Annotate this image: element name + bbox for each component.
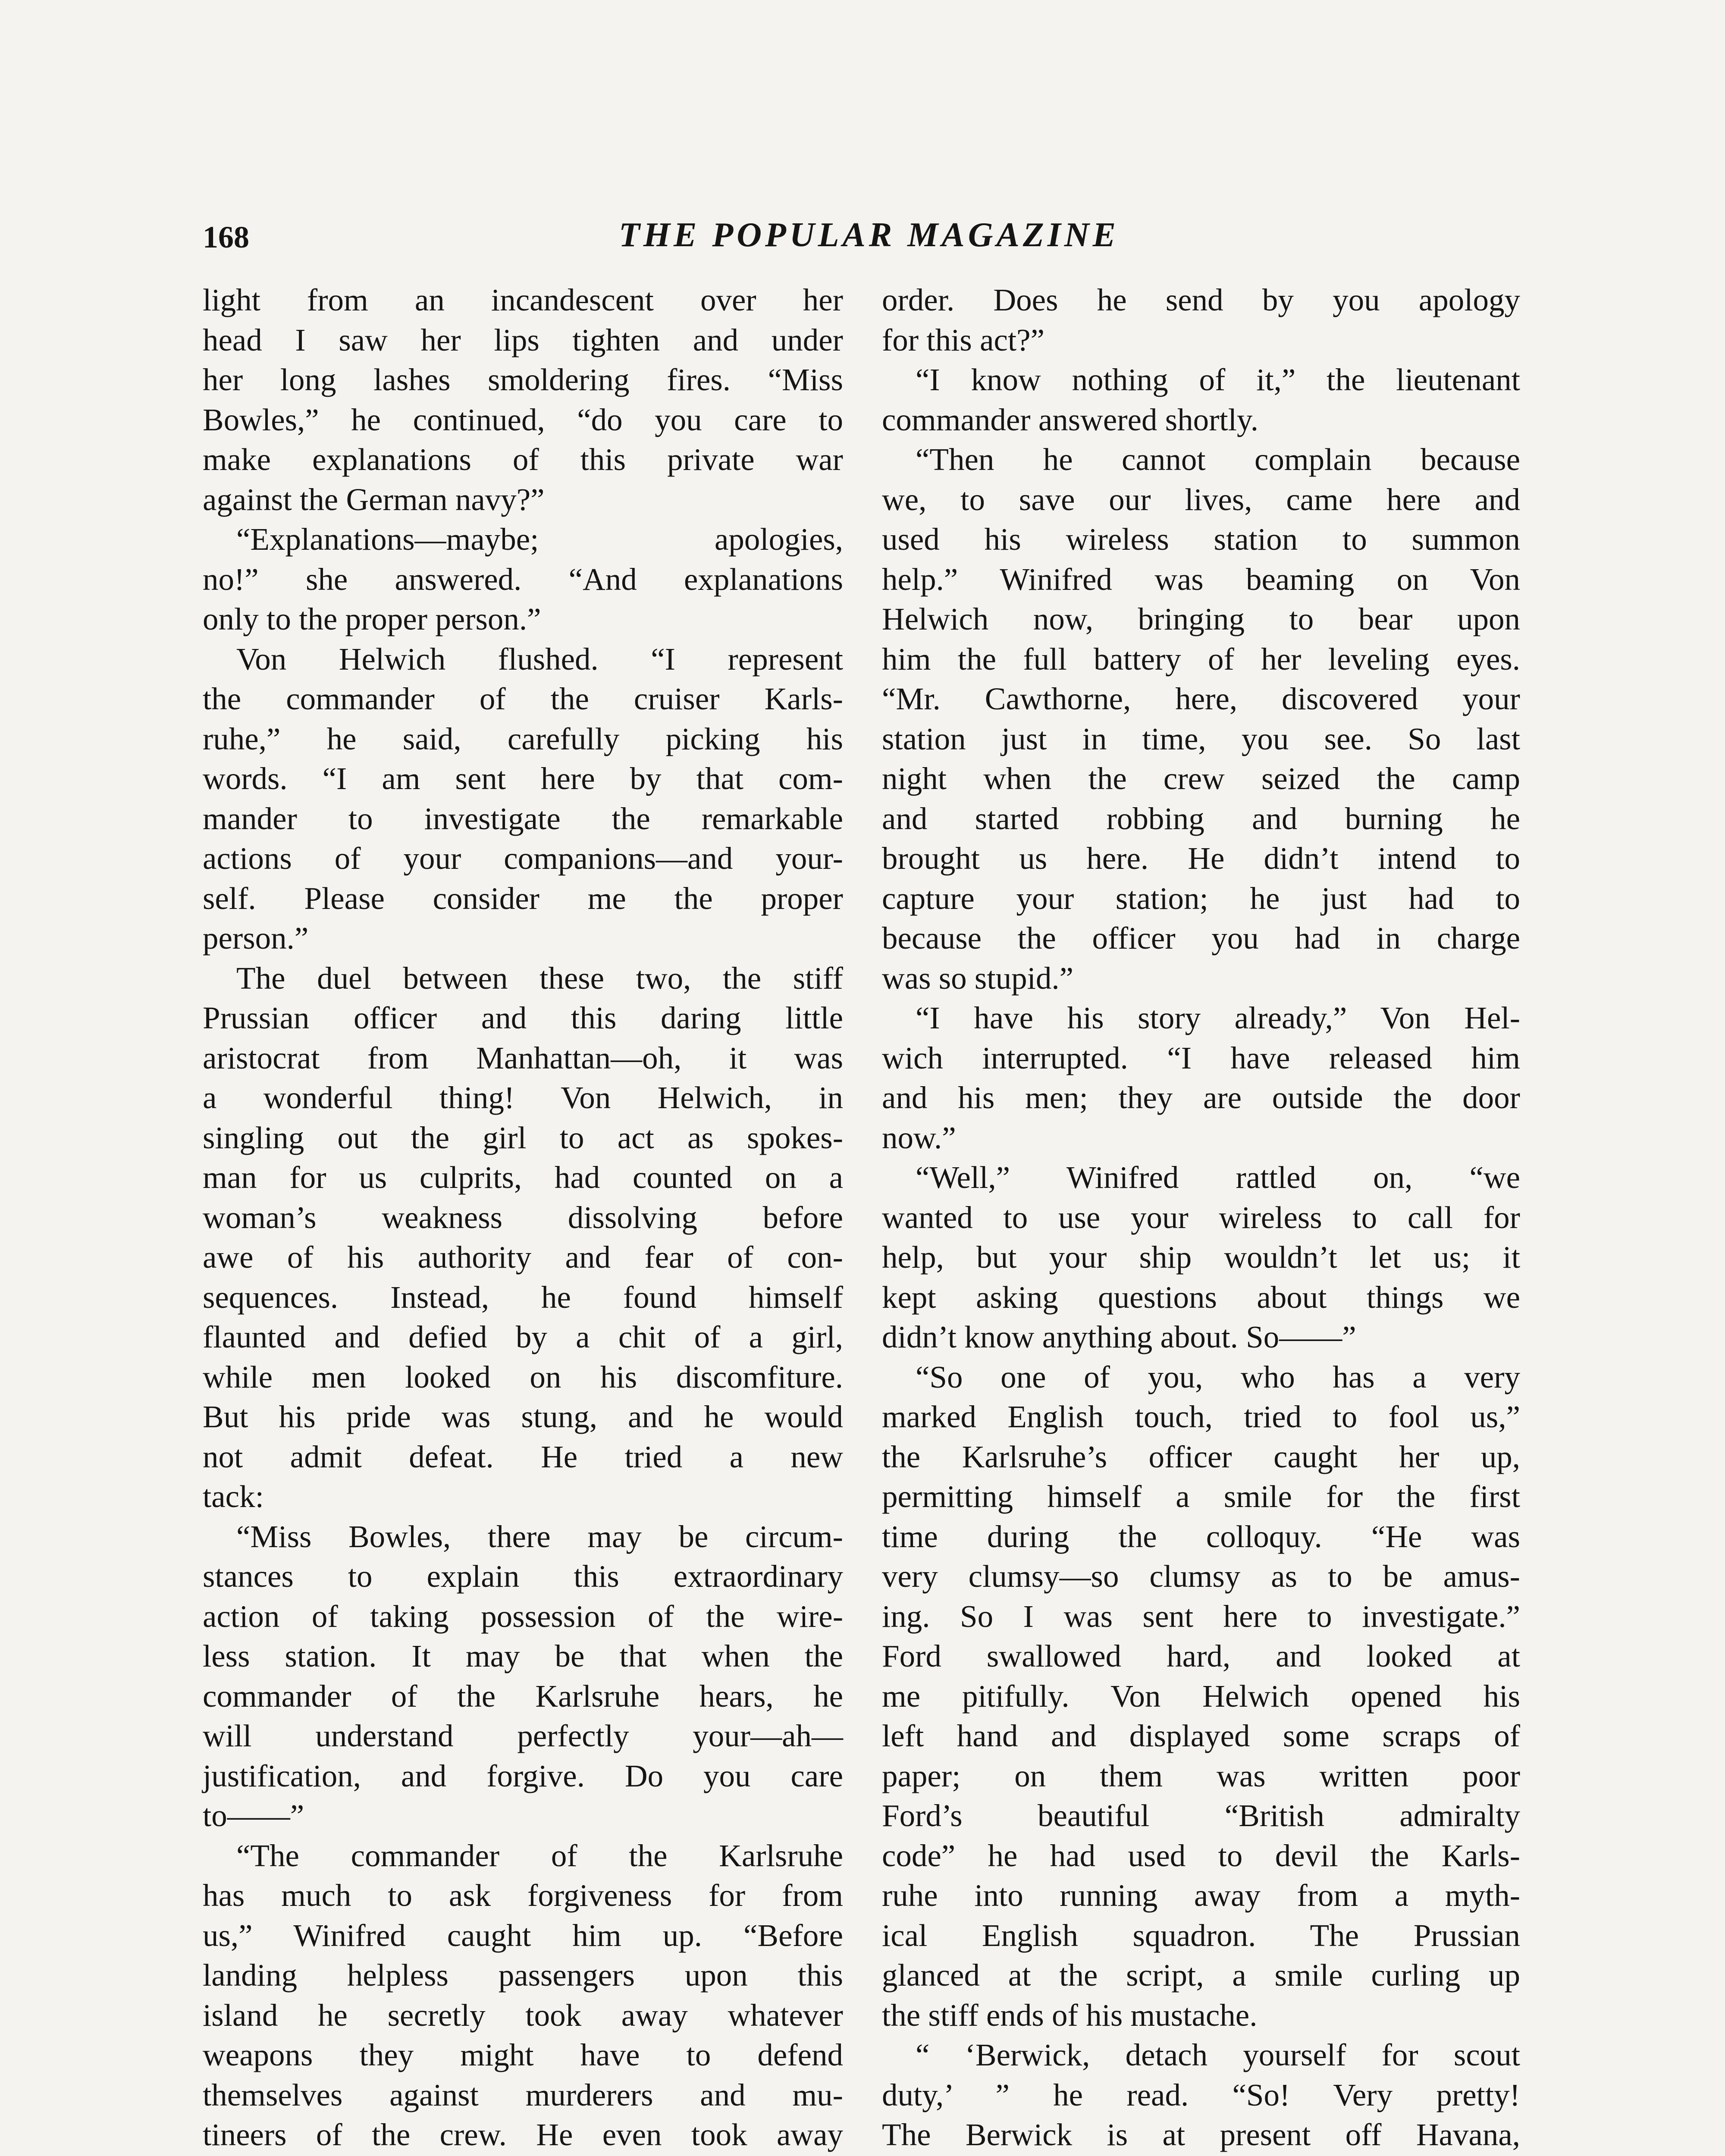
right-column-line: me pitifully. Von Helwich opened his <box>882 1678 1520 1714</box>
right-column-line: The Berwick is at present off Havana, <box>882 2117 1520 2152</box>
left-column-line: tineers of the crew. He even took away <box>203 2117 843 2152</box>
left-column-line: self. Please consider me the proper <box>203 881 843 916</box>
right-column-line: ing. So I was sent here to investigate.” <box>882 1598 1520 1634</box>
left-column-line: a wonderful thing! Von Helwich, in <box>203 1080 843 1115</box>
right-column-line: left hand and displayed some scraps of <box>882 1718 1520 1753</box>
right-column-line: very clumsy—so clumsy as to be amus- <box>882 1559 1520 1594</box>
left-column-line: tack: <box>203 1479 264 1514</box>
left-column-line: But his pride was stung, and he would <box>203 1399 843 1434</box>
left-column-line: us,” Winifred caught him up. “Before <box>203 1918 843 1953</box>
right-column-line: help.” Winifred was beaming on Von <box>882 561 1520 597</box>
left-column-line: sequences. Instead, he found himself <box>203 1279 843 1315</box>
right-column-line: Ford swallowed hard, and looked at <box>882 1639 1520 1673</box>
left-column-line: woman’s weakness dissolving before <box>203 1200 843 1235</box>
right-column-line: kept asking questions about things we <box>882 1279 1520 1315</box>
right-column-line: the Karlsruhe’s officer caught her up, <box>882 1439 1520 1474</box>
right-column-line: order. Does he send by you apology <box>882 282 1520 317</box>
left-column-line: to——” <box>203 1798 304 1833</box>
right-column-line: didn’t know anything about. So——” <box>882 1319 1356 1354</box>
right-column-line: brought us here. He didn’t intend to <box>882 841 1520 876</box>
right-column-line: the stiff ends of his mustache. <box>882 1997 1258 2033</box>
left-column-line: action of taking possession of the wire- <box>203 1598 843 1634</box>
right-column-line: “I know nothing of it,” the lieutenant <box>916 362 1520 397</box>
left-column-line: Von Helwich flushed. “I represent <box>236 641 843 677</box>
right-column-line: and started robbing and burning he <box>882 801 1520 836</box>
right-column-line: paper; on them was written poor <box>882 1758 1520 1793</box>
left-column-line: justification, and forgive. Do you care <box>203 1758 843 1793</box>
left-column-line: commander of the Karlsruhe hears, he <box>203 1678 843 1714</box>
left-column-line: will understand perfectly your—ah— <box>203 1718 843 1753</box>
left-column-line: no!” she answered. “And explanations <box>203 561 843 597</box>
right-column-line: used his wireless station to summon <box>882 522 1520 557</box>
left-column-line: flaunted and defied by a chit of a girl, <box>203 1319 843 1354</box>
right-column-line: time during the colloquy. “He was <box>882 1519 1520 1554</box>
left-column-line: singling out the girl to act as spokes- <box>203 1120 843 1155</box>
left-column-line: “Explanations—maybe; apologies, <box>236 522 843 557</box>
left-column-line: island he secretly took away whatever <box>203 1997 843 2033</box>
left-column-line: light from an incandescent over her <box>203 282 843 317</box>
right-column-line: duty,’ ” he read. “So! Very pretty! <box>882 2077 1520 2112</box>
right-column-line: was so stupid.” <box>882 960 1074 996</box>
left-column-line: head I saw her lips tighten and under <box>203 322 843 357</box>
left-column-line: The duel between these two, the stiff <box>236 960 843 996</box>
right-column-line: permitting himself a smile for the first <box>882 1479 1520 1514</box>
right-column-line: wich interrupted. “I have released him <box>882 1040 1520 1075</box>
right-column-line: because the officer you had in charge <box>882 921 1520 956</box>
right-column <box>882 280 1520 2156</box>
left-column-line: not admit defeat. He tried a new <box>203 1439 843 1474</box>
right-column-line: ical English squadron. The Prussian <box>882 1918 1520 1953</box>
left-column-line: weapons they might have to defend <box>203 2037 843 2072</box>
left-column-line: “The commander of the Karlsruhe <box>236 1838 843 1873</box>
right-column-line: him the full battery of her leveling eyes. <box>882 641 1520 677</box>
right-column-line: Helwich now, bringing to bear upon <box>882 602 1520 636</box>
right-column-line: “So one of you, who has a very <box>916 1359 1520 1395</box>
left-column-line: against the German navy?” <box>203 482 545 517</box>
right-column-line: Ford’s beautiful “British admiralty <box>882 1798 1520 1833</box>
right-column-line: glanced at the script, a smile curling up <box>882 1958 1520 1993</box>
right-column-line: for this act?” <box>882 322 1044 357</box>
right-column-line: marked English touch, tried to fool us,” <box>882 1399 1520 1434</box>
left-column-line: awe of his authority and fear of con- <box>203 1240 843 1275</box>
right-column-line: “Then he cannot complain because <box>916 442 1520 477</box>
left-column-line: only to the proper person.” <box>203 602 541 636</box>
left-column-line: stances to explain this extraordinary <box>203 1559 843 1594</box>
running-header <box>203 207 1535 263</box>
left-column <box>203 280 843 2156</box>
right-column-line: “Mr. Cawthorne, here, discovered your <box>882 681 1520 716</box>
left-column-line: make explanations of this private war <box>203 442 843 477</box>
right-column-line: now.” <box>882 1120 956 1155</box>
left-column-line: Prussian officer and this daring little <box>203 1000 843 1035</box>
left-column-line: Bowles,” he continued, “do you care to <box>203 402 843 437</box>
left-column-line: has much to ask forgiveness for from <box>203 1878 843 1913</box>
right-column-line: “Well,” Winifred rattled on, “we <box>916 1160 1520 1195</box>
page-number: 168 <box>203 220 249 254</box>
left-column-line: less station. It may be that when the <box>203 1639 843 1673</box>
right-column-line: we, to save our lives, came here and <box>882 482 1520 517</box>
right-column-line: code” he had used to devil the Karls- <box>882 1838 1520 1873</box>
right-column-line: commander answered shortly. <box>882 402 1259 437</box>
left-column-line: words. “I am sent here by that com- <box>203 761 843 796</box>
right-column-line: “ ‘Berwick, detach yourself for scout <box>916 2037 1520 2072</box>
left-column-line: aristocrat from Manhattan—oh, it was <box>203 1040 843 1075</box>
left-column-line: man for us culprits, had counted on a <box>203 1160 843 1195</box>
left-column-line: actions of your companions—and your- <box>203 841 843 876</box>
magazine-title: THE POPULAR MAGAZINE <box>618 216 1120 254</box>
left-column-line: themselves against murderers and mu- <box>203 2077 843 2112</box>
right-column-line: help, but your ship wouldn’t let us; it <box>882 1240 1520 1275</box>
right-column-line: capture your station; he just had to <box>882 881 1520 916</box>
left-column-line: landing helpless passengers upon this <box>203 1958 843 1993</box>
left-column-line: ruhe,” he said, carefully picking his <box>203 721 843 756</box>
left-column-line: her long lashes smoldering fires. “Miss <box>203 362 843 397</box>
right-column-line: night when the crew seized the camp <box>882 761 1520 796</box>
right-column-line: “I have his story already,” Von Hel- <box>916 1000 1520 1035</box>
left-column-line: the commander of the cruiser Karls- <box>203 681 843 716</box>
right-column-line: station just in time, you see. So last <box>882 721 1520 756</box>
right-column-line: and his men; they are outside the door <box>882 1080 1520 1115</box>
right-column-line: wanted to use your wireless to call for <box>882 1200 1520 1235</box>
right-column-line: ruhe into running away from a myth- <box>882 1878 1520 1913</box>
left-column-line: while men looked on his discomfiture. <box>203 1359 843 1395</box>
left-column-line: person.” <box>203 921 309 956</box>
left-column-line: mander to investigate the remarkable <box>203 801 843 836</box>
left-column-line: “Miss Bowles, there may be circum- <box>236 1519 843 1554</box>
